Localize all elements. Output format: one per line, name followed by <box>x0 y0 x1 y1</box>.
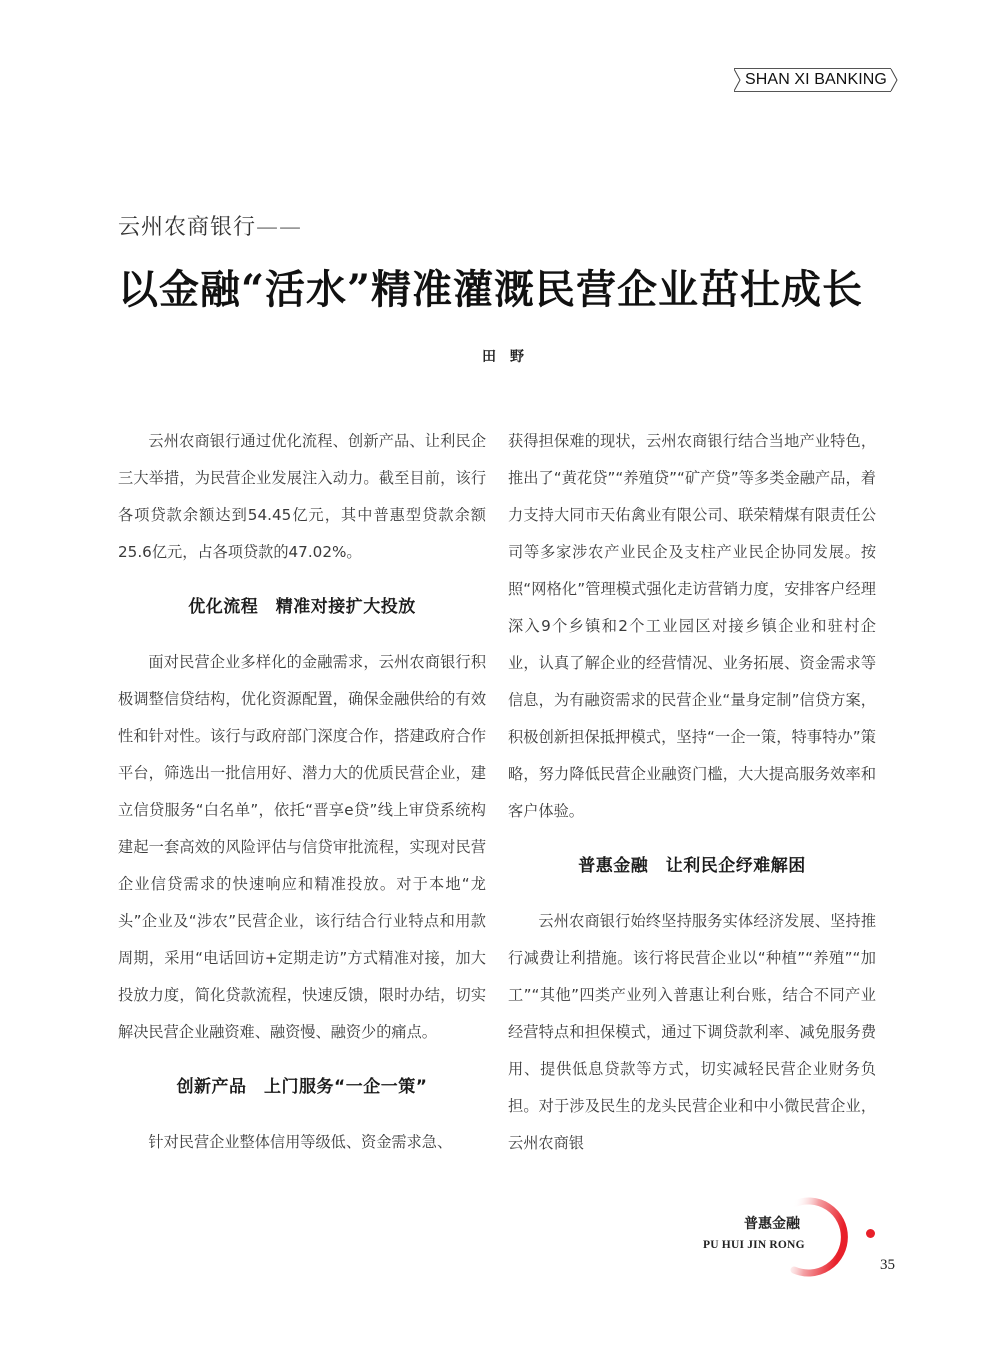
article-kicker: 云州农商银行—— <box>118 215 303 240</box>
tag-right-bracket-icon <box>890 68 898 92</box>
section-heading-inclusive-finance: 普惠金融 让利民企纾难解困 <box>578 856 806 876</box>
page-number: 35 <box>880 1257 895 1273</box>
footer-red-dot-icon <box>866 1229 875 1238</box>
tag-left-bracket-icon <box>734 68 742 92</box>
section-heading-optimize-process: 优化流程 精准对接扩大投放 <box>188 597 416 617</box>
footer-column-name-en: PU HUI JIN RONG <box>703 1239 805 1251</box>
footer-ring-icon <box>776 1192 866 1282</box>
section-tag-label: SHAN XI BANKING <box>742 68 890 92</box>
article-author: 田野 <box>482 349 538 365</box>
article-title: 以金融“活水”精准灌溉民营企业茁壮成长 <box>118 266 864 313</box>
left-column <box>118 423 486 1161</box>
footer-column-name-cn: 普惠金融 <box>744 1216 800 1232</box>
section2-paragraph-start: 针对民营企业整体信用等级低、资金需求急、 <box>148 1133 453 1151</box>
right-column <box>508 423 876 1162</box>
section1-paragraph: 面对民营企业多样化的金融需求，云州农商银行积极调整信贷结构，优化资源配置，确保金融供给的有效性和针对性。该行与政府部门深度合作，搭建政府合作平台，筛选出一批信用好、潜力大的优质民营企业，建立信贷服务“白名单”，依托“晋享e贷”线上审贷系统构建起一套高效的风险评估与信贷审批流程，实现对民营企业信贷需求的快速响应和精准投放。对于本地“龙头”企业及“涉农”民营企业，该行结合行业特点和用款周期，采用“电话回访+定期走访”方式精准对接，加大投放力度，简化贷款流程，快速反馈，限时办结，切实解决民营企业融资难、融资慢、融资少的痛点。 <box>118 653 486 1041</box>
section2-paragraph-continued: 获得担保难的现状，云州农商银行结合当地产业特色，推出了“黄花贷”“养殖贷”“矿产贷”等多类金融产品，着力支持大同市天佑禽业有限公司、联荣精煤有限责任公司等多家涉农产业民企及支柱产业民企协同发展。按照“网格化”管理模式强化走访营销力度，安排客户经理深入9个乡镇和2个工业园区对接乡镇企业和驻村企业，认真了解企业的经营情况、业务拓展、资金需求等信息，为有融资需求的民营企业“量身定制”信贷方案，积极创新担保抵押模式，坚持“一企一策，特事特办”策略，努力降低民营企业融资门槛，大大提高服务效率和客户体验。 <box>508 432 876 820</box>
section3-paragraph: 云州农商银行始终坚持服务实体经济发展、坚持推行减费让利措施。该行将民营企业以“种植”“养殖”“加工”“其他”四类产业列入普惠让利台账，结合不同产业经营特点和担保模式，通过下调贷款利率、减免服务费用、提供低息贷款等方式，切实减轻民营企业财务负担。对于涉及民生的龙头民营企业和中小微民营企业，云州农商银 <box>508 912 876 1152</box>
section-tag <box>734 68 898 92</box>
section-heading-innovate-products: 创新产品 上门服务“一企一策” <box>176 1077 428 1097</box>
intro-paragraph: 云州农商银行通过优化流程、创新产品、让利民企三大举措，为民营企业发展注入动力。截至目前，该行各项贷款余额达到54.45亿元，其中普惠型贷款余额25.6亿元，占各项贷款的47.02%。 <box>118 432 486 561</box>
